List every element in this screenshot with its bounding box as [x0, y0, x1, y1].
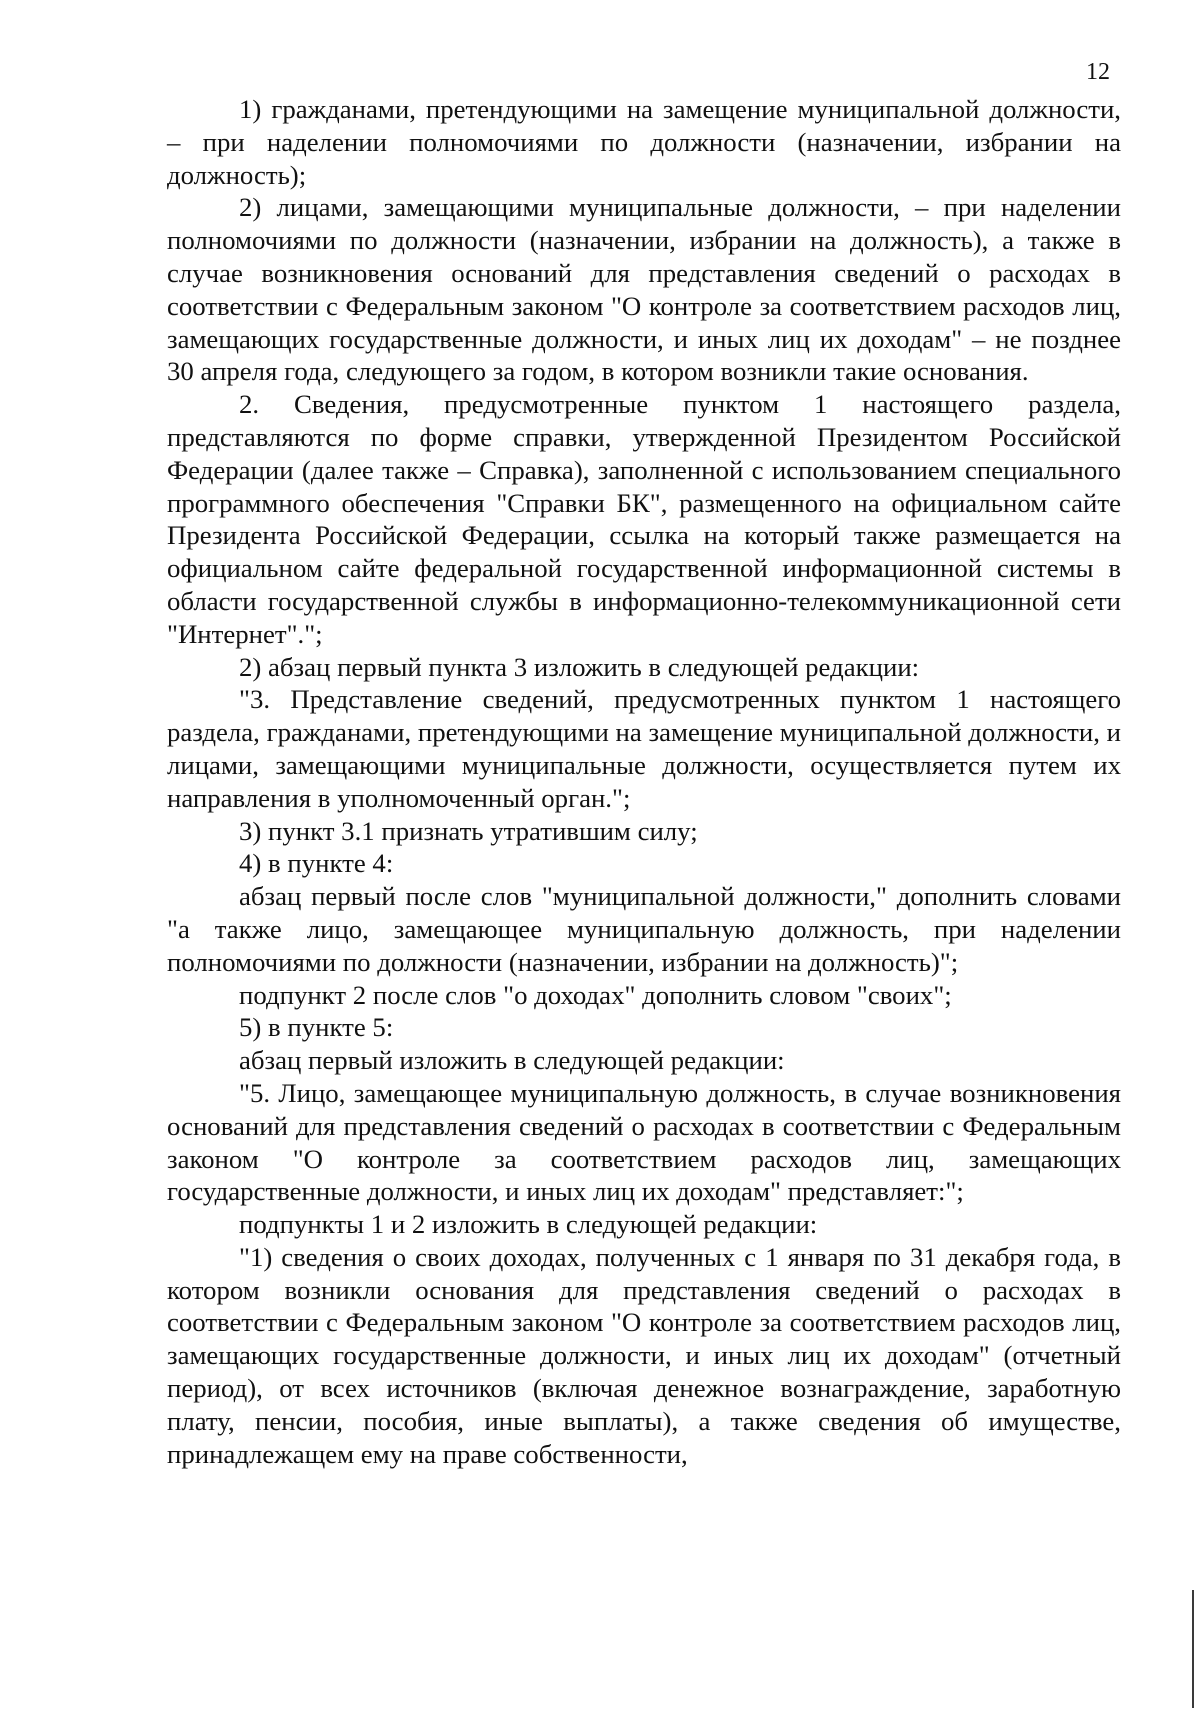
paragraph: 2. Сведения, предусмотренные пунктом 1 настоящего раздела, представляются по форме справки, утвержденной Президентом Российской Федерации (далее также – Справка), заполненной с использованием специального программного обеспечения "Справки БК", размещенного на официальном сайте Президента Российской Федерации, ссылка на который также размещается на официальном сайте федеральной государственной информационной системы в области государственной службы в информационно-телекоммуникационной сети "Интернет"."; — [167, 389, 1121, 649]
paragraph: 1) гражданами, претендующими на замещение муниципальной должности, – при наделении полномочиями по должности (назначении, избрании на должность); — [167, 94, 1121, 190]
paragraph: 4) в пункте 4: — [239, 848, 394, 879]
paragraph: "5. Лицо, замещающее муниципальную должность, в случае возникновения оснований для представления сведений о расходах в соответствии с Федеральным законом "О контроле за соответствием расходов лиц, замещающих государственные должности, и иных лиц их доходам" представляет:"; — [167, 1077, 1121, 1207]
paragraph: 5) в пункте 5: — [239, 1012, 394, 1043]
paragraph: "1) сведения о своих доходах, полученных с 1 января по 31 декабря года, в котором возникли основания для представления сведений о расходах в соответствии с Федеральным законом "О контроле за соответствием расходов лиц, замещающих государственные должности, и иных лиц их доходам" (отчетный период), от всех источников (включая денежное вознаграждение, заработную плату, пенсии, пособия, иные выплаты), а также сведения об имуществе, принадлежащем ему на праве собственности, — [167, 1241, 1121, 1469]
paragraph: абзац первый после слов "муниципальной должности," дополнить словами "а также лицо, замещающее муниципальную должность, при наделении полномочиями по должности (назначении, избрании на должность)"; — [167, 881, 1121, 977]
paragraph: подпункты 1 и 2 изложить в следующей редакции: — [239, 1209, 818, 1240]
paragraph: "3. Представление сведений, предусмотренных пунктом 1 настоящего раздела, гражданами, претендующими на замещение муниципальной должности, и лицами, замещающими муниципальные должности, осуществляется путем их направления в уполномоченный орган."; — [167, 684, 1121, 813]
paragraph: 3) пункт 3.1 признать утратившим силу; — [239, 815, 698, 846]
paragraph: 2) лицами, замещающими муниципальные должности, – при наделении полномочиями по должности (назначении, избрании на должность), а также в случае возникновения оснований для представления сведений о расходах в соответствии с Федеральным законом "О контроле за соответствием расходов лиц, замещающих государственные должности, и иных лиц их доходам" – не позднее 30 апреля года, следующего за годом, в котором возникли такие основания. — [167, 192, 1121, 387]
page-number: 12 — [1086, 59, 1110, 85]
paragraph: подпункт 2 после слов "о доходах" дополнить словом "своих"; — [239, 979, 952, 1010]
paragraph: 2) абзац первый пункта 3 изложить в следующей редакции: — [239, 651, 920, 682]
paragraph: абзац первый изложить в следующей редакции: — [239, 1045, 785, 1076]
document-body — [167, 93, 1121, 1470]
scan-edge-mark — [1192, 1590, 1194, 1708]
